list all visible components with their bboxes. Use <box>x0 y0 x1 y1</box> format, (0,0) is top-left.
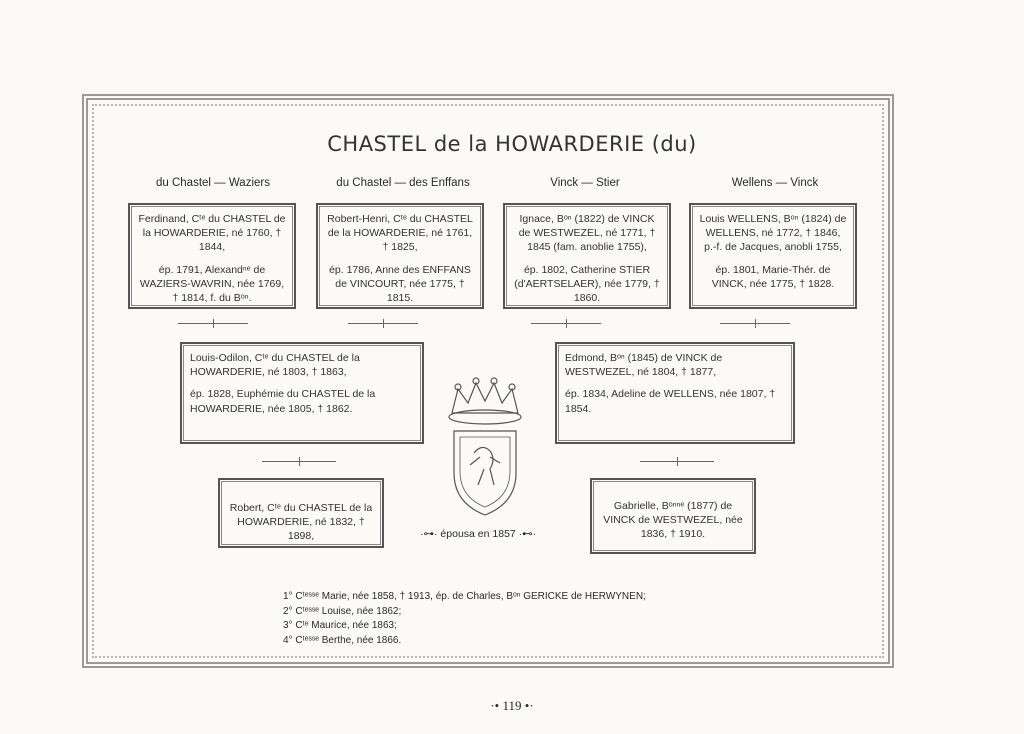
connector-ornament <box>262 461 336 462</box>
person-box-robert-henri <box>316 203 484 309</box>
connector-ornament <box>531 323 601 324</box>
person-box-louis-odilon <box>180 342 424 444</box>
column-heading-chastel-waziers: du Chastel — Waziers <box>156 177 270 189</box>
page-number-text: 119 <box>502 698 522 713</box>
column-heading-vinck-stier: Vinck — Stier <box>550 177 620 189</box>
person-text: Robert, Cᵗᵉ du CHASTEL de la HOWARDERIE, né 1832, † 1898, <box>229 502 373 543</box>
person-box-louis-wellens <box>689 203 857 309</box>
person-box-edmond <box>555 342 795 444</box>
marriage-note-text: épousa en 1857 <box>440 528 516 540</box>
person-box-ignace <box>503 203 671 309</box>
person-box-gabrielle <box>590 478 756 554</box>
column-heading-chastel-enffans: du Chastel — des Enffans <box>336 177 470 189</box>
person-box-robert <box>218 478 384 548</box>
marriage-text: ép. 1802, Catherine STIER (d'AERTSELAER), née 1779, † 1860. <box>514 263 660 304</box>
person-box-ferdinand <box>128 203 296 309</box>
person-text: Gabrielle, Bᵒⁿⁿᵉ (1877) de VINCK de WESTWEZEL, née 1836, † 1910. <box>603 500 743 541</box>
ornament-left-icon: ·⊶· <box>420 528 438 540</box>
column-heading-wellens-vinck: Wellens — Vinck <box>731 177 819 189</box>
person-text: Edmond, Bᵒⁿ (1845) de VINCK de WESTWEZEL, né 1804, † 1877, <box>565 352 723 379</box>
page-ornament-icon: ·• <box>490 698 503 713</box>
child-item: 3° Cᵗᵉ Maurice, née 1863; <box>283 620 397 631</box>
marriage-note <box>420 528 536 540</box>
page-number <box>0 698 1024 714</box>
marriage-text: ép. 1791, Alexandⁿᵉ de WAZIERS-WAVRIN, née 1769, † 1814, f. du Bᵒⁿ. <box>139 263 285 304</box>
child-item: 4° Cᵗᵉˢˢᵉ Berthe, née 1866. <box>283 634 402 646</box>
page-title: CHASTEL de la HOWARDERIE (du) <box>327 132 697 156</box>
child-item: 1° Cᵗᵉˢˢᵉ Marie, née 1858, † 1913, ép. de Charles, Bᵒⁿ GERICKE de HERWYNEN; <box>283 591 646 602</box>
ornament-right-icon: ·⊷· <box>518 528 537 540</box>
marriage-text: ép. 1786, Anne des ENFFANS de VINCOURT, née 1775, † 1815. <box>329 263 471 304</box>
connector-ornament <box>640 461 714 462</box>
coat-of-arms-icon <box>440 373 530 523</box>
connector-ornament <box>348 323 418 324</box>
marriage-text: ép. 1828, Euphémie du CHASTEL de la HOWARDERIE, née 1805, † 1862. <box>190 388 376 415</box>
person-text: Louis WELLENS, Bᵒⁿ (1824) de WELLENS, né 1772, † 1846, p.-f. de Jacques, anobli 1755, <box>699 213 847 254</box>
children-list <box>283 590 646 648</box>
page-ornament-icon: •· <box>521 698 534 713</box>
connector-ornament <box>178 323 248 324</box>
person-text: Louis-Odilon, Cᵗᵉ du CHASTEL de la HOWARDERIE, né 1803, † 1863, <box>190 352 360 379</box>
person-text: Ferdinand, Cᵗᵉ du CHASTEL de la HOWARDERIE, né 1760, † 1844, <box>138 213 286 254</box>
person-text: Robert-Henri, Cᵗᵉ du CHASTEL de la HOWARDERIE, né 1761, † 1825, <box>327 213 473 254</box>
marriage-text: ép. 1801, Marie-Thér. de VINCK, née 1775, † 1828. <box>711 263 835 290</box>
connector-ornament <box>720 323 790 324</box>
marriage-text: ép. 1834, Adeline de WELLENS, née 1807, † 1854. <box>565 388 776 415</box>
person-text: Ignace, Bᵒⁿ (1822) de VINCK de WESTWEZEL, né 1771, † 1845 (fam. anoblie 1755), <box>518 213 656 254</box>
child-item: 2° Cᵗᵉˢˢᵉ Louise, née 1862; <box>283 605 402 617</box>
